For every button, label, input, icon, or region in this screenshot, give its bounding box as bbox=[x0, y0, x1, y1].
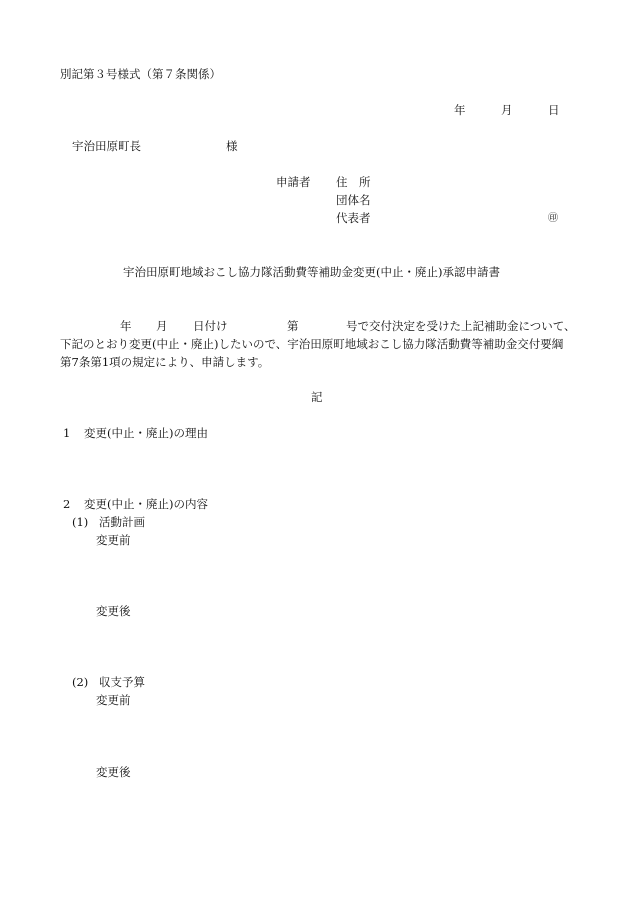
body-line-3: 第7条第1項の規定により、申請します。 bbox=[60, 355, 270, 369]
subsection-1-number: (1) bbox=[72, 515, 89, 529]
date-year-label: 年 bbox=[454, 103, 466, 117]
subsection-2-before-label: 変更前 bbox=[96, 693, 131, 707]
body-seg-rest: 号で交付決定を受けた上記補助金について、 bbox=[346, 319, 576, 333]
date-day-label: 日 bbox=[548, 103, 560, 117]
recipient-name: 宇治田原町長 bbox=[72, 139, 141, 153]
address-label: 住 所 bbox=[336, 175, 371, 189]
section-2-label: 変更(中止・廃止)の内容 bbox=[84, 497, 208, 511]
document-title: 宇治田原町地域おこし協力隊活動費等補助金変更(中止・廃止)承認申請書 bbox=[123, 265, 500, 279]
subsection-1-after-label: 変更後 bbox=[96, 604, 131, 618]
body-seg-year: 年 bbox=[120, 319, 132, 333]
subsection-2-after-label: 変更後 bbox=[96, 765, 131, 779]
recipient-honorific: 様 bbox=[226, 139, 238, 153]
representative-label: 代表者 bbox=[336, 211, 371, 225]
section-1-label: 変更(中止・廃止)の理由 bbox=[84, 426, 208, 440]
body-seg-number-prefix: 第 bbox=[287, 319, 299, 333]
group-name-label: 団体名 bbox=[336, 193, 371, 207]
body-seg-month: 月 bbox=[156, 319, 168, 333]
body-line-2: 下記のとおり変更(中止・廃止)したいので、宇治田原町地域おこし協力隊活動費等補助金交付要綱 bbox=[60, 337, 564, 351]
seal-icon: ㊞ bbox=[548, 213, 558, 224]
body-seg-dated: 日付け bbox=[193, 319, 228, 333]
subsection-2-label: 収支予算 bbox=[99, 675, 145, 689]
ki-heading: 記 bbox=[311, 390, 323, 404]
section-2-number: 2 bbox=[63, 497, 71, 511]
subsection-1-before-label: 変更前 bbox=[96, 533, 131, 547]
subsection-2-number: (2) bbox=[72, 675, 89, 689]
section-1-number: 1 bbox=[63, 426, 71, 440]
applicant-role-label: 申請者 bbox=[276, 175, 311, 189]
date-month-label: 月 bbox=[501, 103, 513, 117]
subsection-1-label: 活動計画 bbox=[99, 515, 145, 529]
form-number-label: 別記第３号様式（第７条関係） bbox=[60, 67, 221, 81]
